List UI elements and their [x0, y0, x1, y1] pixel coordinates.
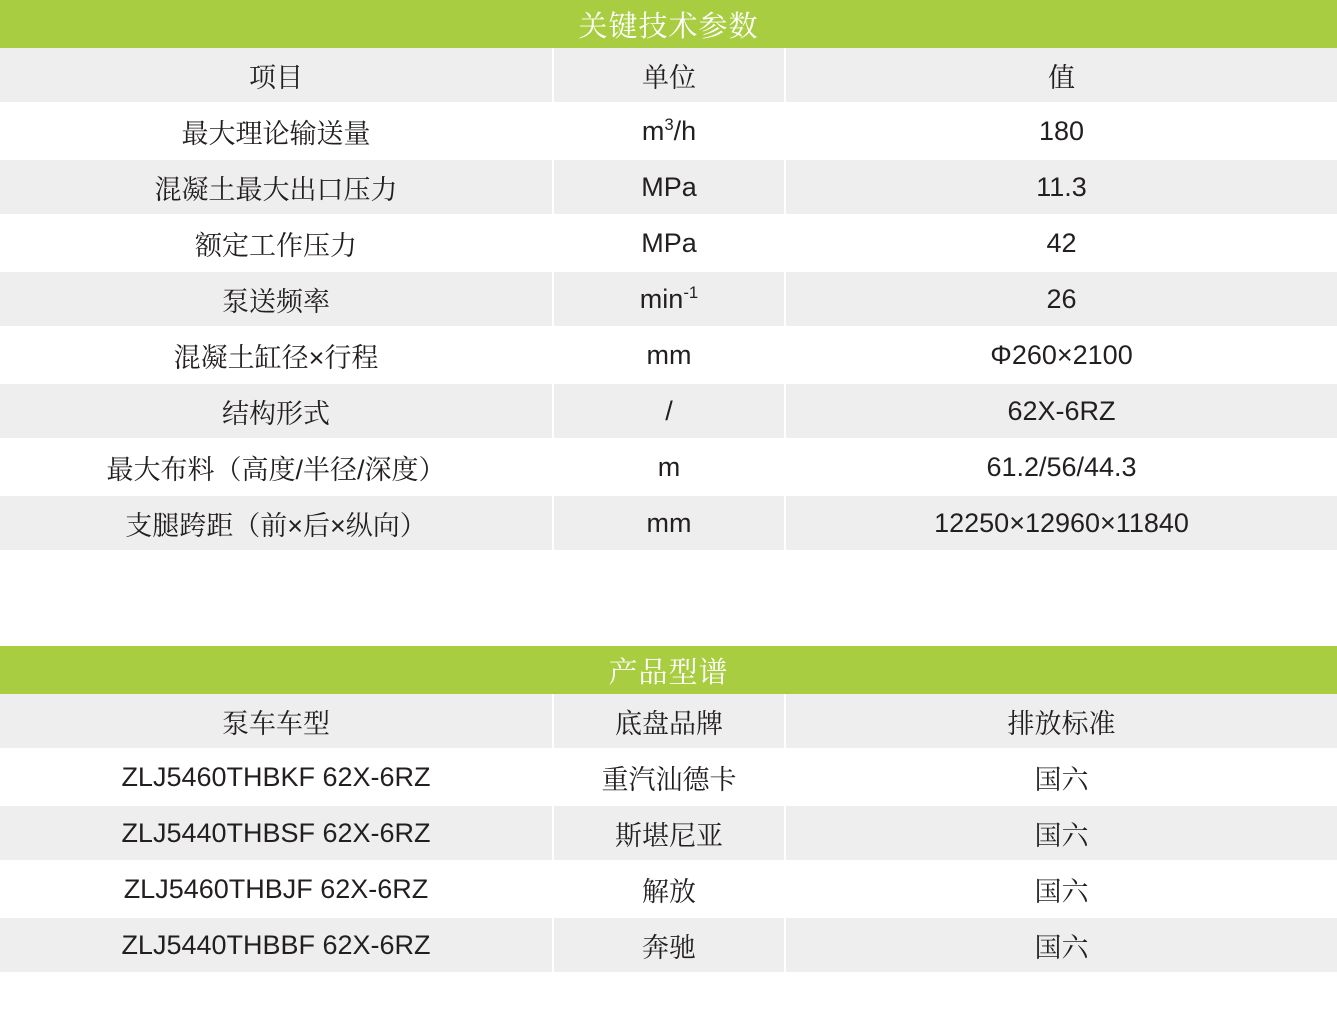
spec-item: 混凝土最大出口压力: [0, 159, 553, 215]
spec-item: 最大理论输送量: [0, 103, 553, 159]
spec-header-unit: 单位: [553, 48, 785, 103]
spec-unit: mm: [553, 327, 785, 383]
table-row: [0, 749, 1337, 805]
spec-value: 12250×12960×11840: [785, 495, 1337, 550]
table-row: [0, 495, 1337, 550]
model-name: ZLJ5460THBJF 62X-6RZ: [0, 861, 553, 917]
product-lineup-table: [0, 646, 1337, 972]
model-header-chassis: 底盘品牌: [553, 694, 785, 749]
spec-unit: mm: [553, 495, 785, 550]
table-row: [0, 917, 1337, 972]
model-header-emission: 排放标准: [785, 694, 1337, 749]
model-name: ZLJ5460THBKF 62X-6RZ: [0, 749, 553, 805]
spec-unit: m: [553, 439, 785, 495]
table-row: [0, 103, 1337, 159]
table-row: [0, 159, 1337, 215]
spec-table-title: 关键技术参数: [0, 0, 1337, 48]
model-emission: 国六: [785, 861, 1337, 917]
table-row: [0, 805, 1337, 861]
model-name: ZLJ5440THBSF 62X-6RZ: [0, 805, 553, 861]
spec-unit: /: [553, 383, 785, 439]
model-table-title-row: [0, 646, 1337, 694]
spec-value: 11.3: [785, 159, 1337, 215]
spec-value: 62X-6RZ: [785, 383, 1337, 439]
spec-item: 结构形式: [0, 383, 553, 439]
table-row: [0, 327, 1337, 383]
spec-item: 泵送频率: [0, 271, 553, 327]
spec-table-title-row: [0, 0, 1337, 48]
spec-item: 额定工作压力: [0, 215, 553, 271]
table-row: [0, 215, 1337, 271]
spec-unit: $m^3/h$: [553, 103, 785, 159]
spec-value: 26: [785, 271, 1337, 327]
model-emission: 国六: [785, 749, 1337, 805]
model-table-body: [0, 749, 1337, 972]
spec-table-body: [0, 103, 1337, 550]
spec-value: 61.2/56/44.3: [785, 439, 1337, 495]
table-row: [0, 439, 1337, 495]
table-row: [0, 861, 1337, 917]
spec-unit: MPa: [553, 159, 785, 215]
model-emission: 国六: [785, 917, 1337, 972]
spec-value: Φ260×2100: [785, 327, 1337, 383]
model-chassis: 重汽汕德卡: [553, 749, 785, 805]
table-row: [0, 271, 1337, 327]
spec-value: 42: [785, 215, 1337, 271]
section-spacer: [0, 550, 1337, 646]
model-emission: 国六: [785, 805, 1337, 861]
model-chassis: 斯堪尼亚: [553, 805, 785, 861]
spec-header-item: 项目: [0, 48, 553, 103]
model-name: ZLJ5440THBBF 62X-6RZ: [0, 917, 553, 972]
spec-item: 最大布料（高度/半径/深度）: [0, 439, 553, 495]
spec-unit: $\min^{-1}$: [553, 271, 785, 327]
spec-header-value: 值: [785, 48, 1337, 103]
spec-table-header-row: [0, 48, 1337, 103]
model-chassis: 奔驰: [553, 917, 785, 972]
model-table-title: 产品型谱: [0, 646, 1337, 694]
spec-unit: MPa: [553, 215, 785, 271]
spec-item: 混凝土缸径×行程: [0, 327, 553, 383]
model-chassis: 解放: [553, 861, 785, 917]
spec-item: 支腿跨距（前×后×纵向）: [0, 495, 553, 550]
table-row: [0, 383, 1337, 439]
spec-value: 180: [785, 103, 1337, 159]
model-header-model: 泵车车型: [0, 694, 553, 749]
model-table-header-row: [0, 694, 1337, 749]
